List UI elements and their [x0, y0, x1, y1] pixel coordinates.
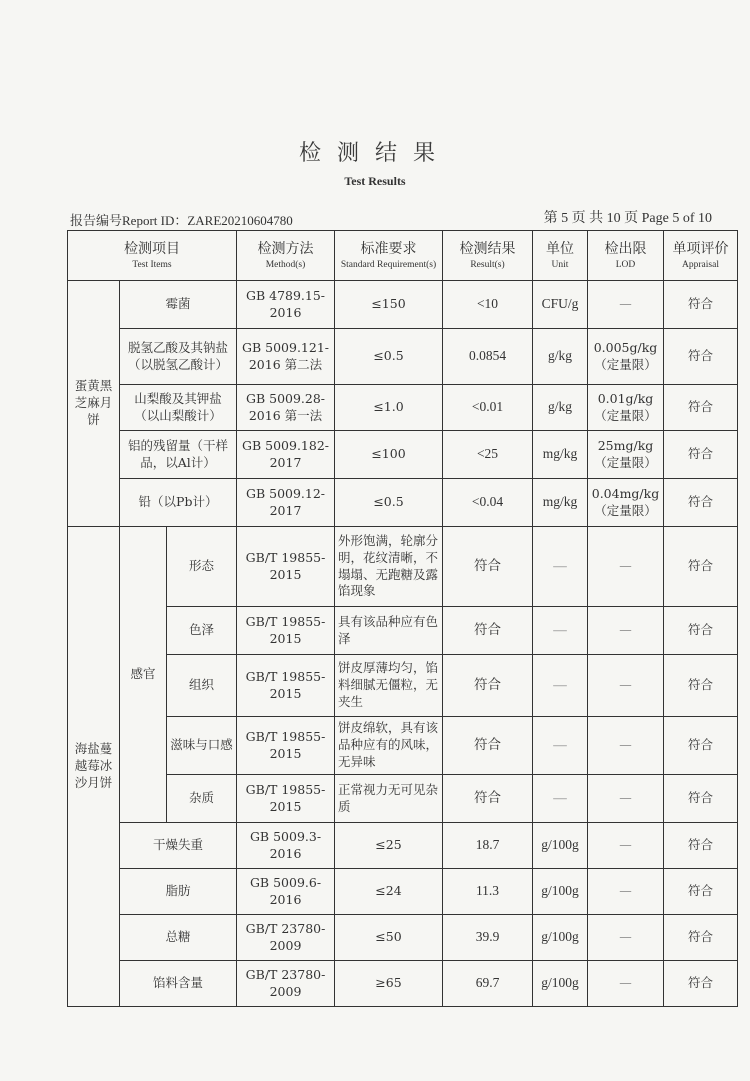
table-row	[68, 329, 738, 385]
sensory-item-cell: 滋味与口感	[167, 717, 237, 775]
table-row	[68, 869, 738, 915]
result-cell: 符合	[443, 717, 533, 775]
result-cell: 69.7	[443, 961, 533, 1007]
unit-cell: —	[533, 655, 588, 717]
table-row	[68, 775, 738, 823]
result-cell: <25	[443, 431, 533, 479]
lod-cell: —	[588, 961, 664, 1007]
method-cell: GB 5009.121-2016 第二法	[237, 329, 335, 385]
method-cell: GB/T 23780-2009	[237, 961, 335, 1007]
test-item-cell: 铝的残留量（干样品，以Al计）	[120, 431, 237, 479]
unit-cell: g/kg	[533, 329, 588, 385]
method-cell: GB 5009.6-2016	[237, 869, 335, 915]
lod-cell: —	[588, 823, 664, 869]
test-results-table	[67, 230, 738, 1007]
sensory-group-cell: 感官	[120, 527, 167, 823]
page-number: 第 5 页 共 10 页 Page 5 of 10	[543, 211, 712, 226]
requirement-cell: 饼皮厚薄均匀，馅料细腻无僵粒，无夹生	[335, 655, 443, 717]
test-item-cell: 脂肪	[120, 869, 237, 915]
lod-cell: 0.04mg/kg（定量限）	[588, 479, 664, 527]
sample-name-cell: 蛋黄黑芝麻月饼	[68, 281, 120, 527]
method-cell: GB 5009.182-2017	[237, 431, 335, 479]
table-row	[68, 385, 738, 431]
appraisal-cell: 符合	[664, 385, 738, 431]
sensory-item-cell: 组织	[167, 655, 237, 717]
unit-cell: —	[533, 527, 588, 607]
lod-cell: —	[588, 775, 664, 823]
lod-cell: 0.005g/kg（定量限）	[588, 329, 664, 385]
report-id: 报告编号Report ID：ZARE20210604780	[70, 213, 293, 228]
lod-cell: —	[588, 281, 664, 329]
header-unit: 单位 Unit	[533, 231, 588, 281]
page-title: 检测结果	[298, 141, 451, 166]
appraisal-cell: 符合	[664, 329, 738, 385]
appraisal-cell: 符合	[664, 607, 738, 655]
unit-cell: —	[533, 775, 588, 823]
lod-cell: 0.01g/kg（定量限）	[588, 385, 664, 431]
requirement-cell: ≤1.0	[335, 385, 443, 431]
header-appraisal: 单项评价 Appraisal	[664, 231, 738, 281]
lod-cell: —	[588, 869, 664, 915]
sample-name-cell: 海盐蔓越莓冰沙月饼	[68, 527, 120, 1007]
method-cell: GB 5009.3-2016	[237, 823, 335, 869]
sensory-item-cell: 杂质	[167, 775, 237, 823]
table-row	[68, 479, 738, 527]
unit-cell: —	[533, 607, 588, 655]
lod-cell: —	[588, 717, 664, 775]
header-lod: 检出限 LOD	[588, 231, 664, 281]
unit-cell: mg/kg	[533, 431, 588, 479]
result-cell: 符合	[443, 527, 533, 607]
result-cell: 18.7	[443, 823, 533, 869]
table-row	[68, 281, 738, 329]
requirement-cell: ≤150	[335, 281, 443, 329]
lod-cell: 25mg/kg（定量限）	[588, 431, 664, 479]
requirement-cell: 正常视力无可见杂质	[335, 775, 443, 823]
sensory-item-cell: 色泽	[167, 607, 237, 655]
test-item-cell: 铅（以Pb计）	[120, 479, 237, 527]
method-cell: GB 5009.12-2017	[237, 479, 335, 527]
test-item-cell: 脱氢乙酸及其钠盐（以脱氢乙酸计）	[120, 329, 237, 385]
unit-cell: g/100g	[533, 915, 588, 961]
method-cell: GB/T 19855-2015	[237, 717, 335, 775]
requirement-cell: ≤100	[335, 431, 443, 479]
result-cell: 符合	[443, 607, 533, 655]
unit-cell: CFU/g	[533, 281, 588, 329]
requirement-cell: 饼皮绵软，具有该品种应有的风味，无异味	[335, 717, 443, 775]
result-cell: 符合	[443, 655, 533, 717]
lod-cell: —	[588, 607, 664, 655]
table-row	[68, 655, 738, 717]
requirement-cell: ≤25	[335, 823, 443, 869]
sensory-item-cell: 形态	[167, 527, 237, 607]
method-cell: GB/T 19855-2015	[237, 607, 335, 655]
lod-cell: —	[588, 655, 664, 717]
header-test-items: 检测项目 Test Items	[68, 231, 237, 281]
unit-cell: g/100g	[533, 961, 588, 1007]
table-row	[68, 527, 738, 607]
result-cell: <0.04	[443, 479, 533, 527]
requirement-cell: ≤0.5	[335, 329, 443, 385]
test-item-cell: 霉菌	[120, 281, 237, 329]
table-row	[68, 717, 738, 775]
method-cell: GB/T 19855-2015	[237, 527, 335, 607]
appraisal-cell: 符合	[664, 655, 738, 717]
header-method: 检测方法 Method(s)	[237, 231, 335, 281]
requirement-cell: ≤24	[335, 869, 443, 915]
appraisal-cell: 符合	[664, 775, 738, 823]
unit-cell: g/100g	[533, 869, 588, 915]
table-row	[68, 915, 738, 961]
unit-cell: mg/kg	[533, 479, 588, 527]
method-cell: GB 5009.28-2016 第一法	[237, 385, 335, 431]
test-item-cell: 山梨酸及其钾盐（以山梨酸计）	[120, 385, 237, 431]
result-cell: <0.01	[443, 385, 533, 431]
header-requirement: 标准要求 Standard Requirement(s)	[335, 231, 443, 281]
method-cell: GB/T 19855-2015	[237, 655, 335, 717]
result-cell: 39.9	[443, 915, 533, 961]
appraisal-cell: 符合	[664, 479, 738, 527]
lod-cell: —	[588, 915, 664, 961]
requirement-cell: ≥65	[335, 961, 443, 1007]
requirement-cell: 具有该品种应有色泽	[335, 607, 443, 655]
table-row	[68, 823, 738, 869]
table-row	[68, 431, 738, 479]
result-cell: 符合	[443, 775, 533, 823]
unit-cell: g/100g	[533, 823, 588, 869]
table-row	[68, 961, 738, 1007]
test-item-cell: 总糖	[120, 915, 237, 961]
result-cell: 11.3	[443, 869, 533, 915]
method-cell: GB/T 23780-2009	[237, 915, 335, 961]
header-result: 检测结果 Result(s)	[443, 231, 533, 281]
appraisal-cell: 符合	[664, 915, 738, 961]
table-row	[68, 607, 738, 655]
appraisal-cell: 符合	[664, 961, 738, 1007]
table-header-row	[68, 231, 738, 281]
lod-cell: —	[588, 527, 664, 607]
test-item-cell: 馅料含量	[120, 961, 237, 1007]
unit-cell: g/kg	[533, 385, 588, 431]
appraisal-cell: 符合	[664, 869, 738, 915]
result-cell: <10	[443, 281, 533, 329]
requirement-cell: ≤0.5	[335, 479, 443, 527]
method-cell: GB/T 19855-2015	[237, 775, 335, 823]
appraisal-cell: 符合	[664, 823, 738, 869]
method-cell: GB 4789.15-2016	[237, 281, 335, 329]
unit-cell: —	[533, 717, 588, 775]
appraisal-cell: 符合	[664, 527, 738, 607]
requirement-cell: ≤50	[335, 915, 443, 961]
test-item-cell: 干燥失重	[120, 823, 237, 869]
appraisal-cell: 符合	[664, 281, 738, 329]
page-subtitle: Test Results	[344, 174, 406, 188]
appraisal-cell: 符合	[664, 717, 738, 775]
requirement-cell: 外形饱满，轮廓分明，花纹清晰，不塌塌、无跑糖及露馅现象	[335, 527, 443, 607]
appraisal-cell: 符合	[664, 431, 738, 479]
result-cell: 0.0854	[443, 329, 533, 385]
